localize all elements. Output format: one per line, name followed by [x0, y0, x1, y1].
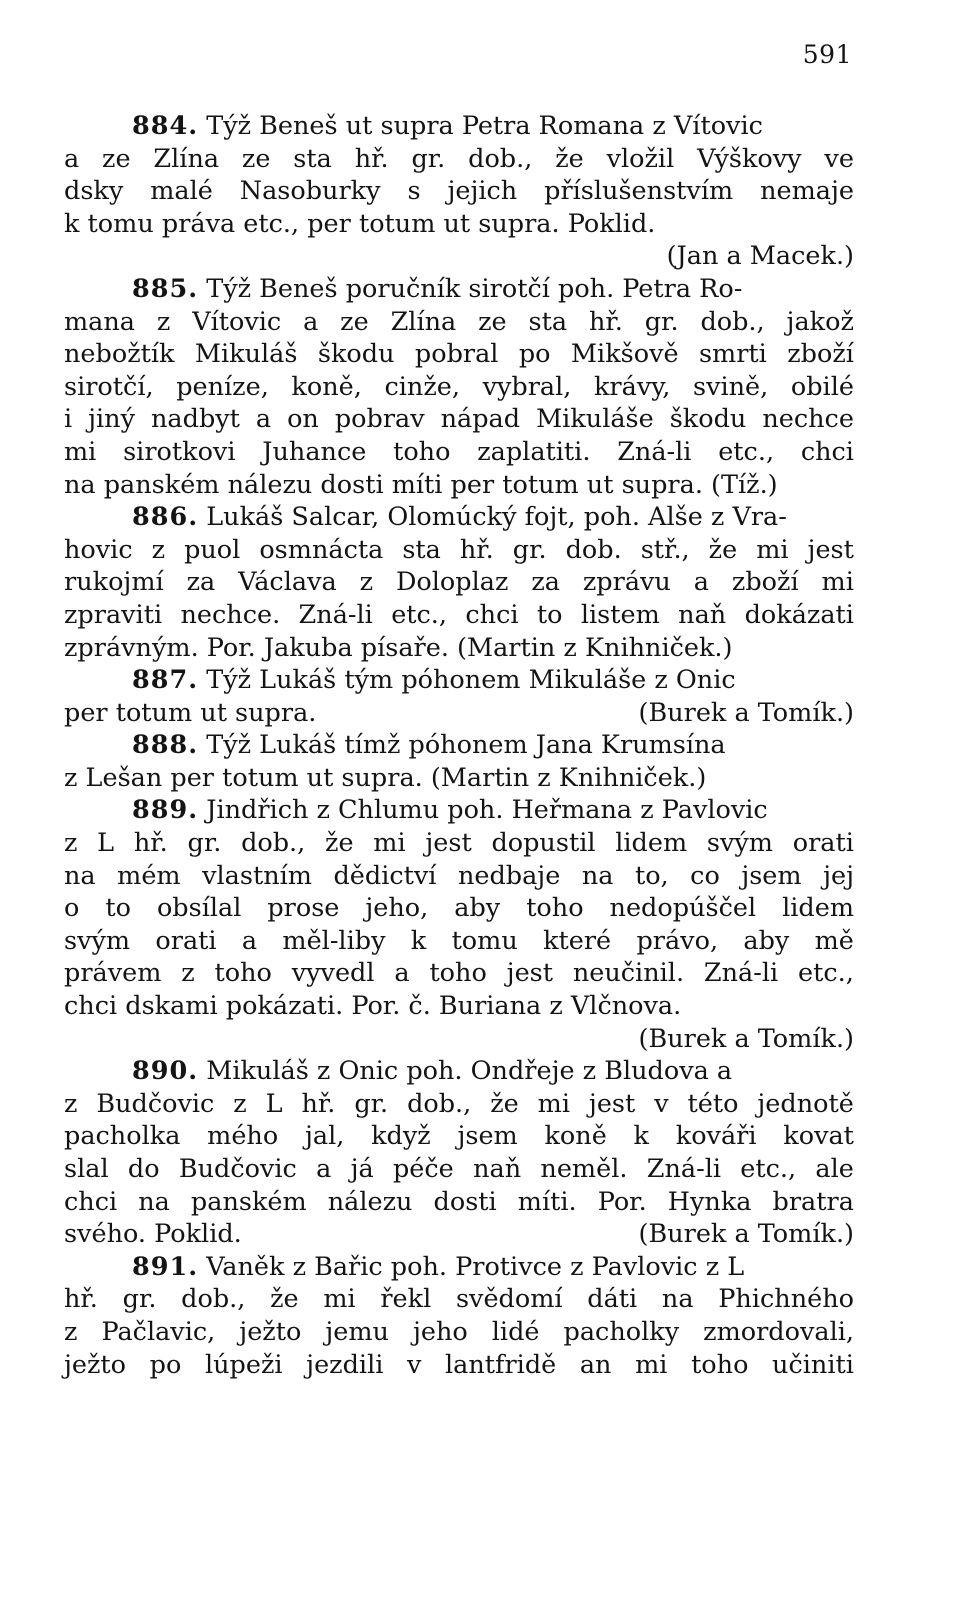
entry-number: 891.: [132, 1251, 199, 1282]
entry-line: [64, 860, 854, 893]
word: a: [316, 1154, 332, 1184]
word: smrti: [698, 339, 767, 370]
word: toho: [429, 958, 487, 989]
entry-line: [64, 1088, 854, 1121]
word: lidem: [615, 828, 688, 859]
word: chci: [465, 599, 519, 630]
word: jsem: [457, 1121, 518, 1152]
entry-890-line-1: [64, 1055, 854, 1088]
text-block: [64, 110, 854, 1381]
word: jejich: [447, 176, 518, 207]
word: malé: [150, 176, 213, 207]
word: Mikuláše: [536, 404, 654, 435]
word: lidé: [491, 1316, 540, 1347]
word: svým: [706, 828, 773, 859]
word: Václava: [238, 567, 337, 598]
entry-line: [64, 599, 854, 632]
word: a: [693, 567, 709, 598]
word: bratra: [772, 1186, 854, 1217]
entry-line: [64, 1153, 854, 1186]
word: hř.: [459, 534, 494, 565]
word: jsem: [741, 860, 802, 891]
word: Hynka: [667, 1186, 752, 1217]
entry-885-line-1: [64, 273, 854, 306]
entry-number: 885.: [132, 273, 199, 304]
word: Mikuláš: [194, 339, 298, 370]
entry-line: [64, 175, 854, 208]
entry-line: [64, 371, 854, 404]
word: naň: [473, 1154, 522, 1184]
entry-line: [64, 403, 854, 436]
word: sta: [402, 534, 441, 565]
word: nálezu: [327, 1186, 413, 1217]
word: zmordovali,: [703, 1316, 854, 1347]
entry-number: 884.: [132, 111, 199, 141]
word: řekl: [380, 1284, 432, 1315]
word: vložil: [606, 143, 675, 174]
word: že: [490, 1088, 519, 1119]
word: a: [241, 925, 258, 956]
word: gr.: [512, 534, 547, 565]
entry-line: [64, 1186, 854, 1219]
entry-line: k tomu práva etc., per totum ut supra. Poklid.: [64, 208, 656, 239]
entry-line: [64, 1316, 854, 1349]
word: zboží: [731, 567, 799, 598]
word: svědomí: [455, 1284, 563, 1315]
word: dsky: [64, 176, 124, 207]
word: nedbaje: [457, 860, 561, 891]
word: jest: [807, 534, 854, 565]
word: právem: [64, 958, 162, 989]
word: zprávu: [582, 567, 671, 598]
word: péče: [392, 1154, 454, 1184]
word: když: [371, 1121, 431, 1152]
word: dokázati: [744, 599, 854, 630]
word: nechce: [762, 404, 854, 435]
word: Zná-li: [703, 958, 779, 989]
word: i: [64, 404, 73, 435]
word: mi: [537, 1088, 570, 1119]
entry-signature: (Jan a Macek.): [666, 241, 854, 272]
word: Juhance: [262, 436, 367, 467]
word: Nasoburky: [239, 176, 381, 207]
word: za: [531, 567, 560, 598]
word: a: [64, 143, 80, 174]
word: právo,: [636, 925, 719, 956]
entry-886-line-1: [64, 501, 854, 534]
word: po: [518, 339, 551, 370]
word: hř.: [301, 1088, 336, 1119]
word: toho: [393, 436, 451, 467]
word: z: [64, 1088, 78, 1119]
word: naň: [678, 599, 727, 630]
word: jal,: [304, 1121, 345, 1152]
entry-887-last-line: [64, 697, 854, 730]
word: k: [633, 1121, 649, 1152]
word: jeho: [412, 1316, 468, 1347]
word: obilé: [790, 371, 854, 402]
word: dosti: [433, 1186, 497, 1217]
entry-number: 887.: [132, 665, 199, 696]
word: dob.: [565, 534, 622, 565]
word: jeho,: [365, 893, 429, 924]
entry-signature: (Burek a Tomík.): [638, 1219, 854, 1250]
word: pacholky: [563, 1316, 680, 1347]
word: jiný: [88, 404, 136, 435]
word: gr.: [187, 828, 222, 859]
entry-line: per totum ut supra.: [64, 697, 317, 728]
word: z: [181, 958, 195, 989]
word: Budčovic: [178, 1154, 297, 1184]
word: pacholka: [64, 1121, 181, 1152]
word: puol: [184, 534, 241, 565]
word: dáti: [587, 1284, 638, 1315]
word: Phichného: [718, 1284, 854, 1315]
word: škodu: [317, 339, 395, 370]
word: z: [233, 1088, 247, 1119]
word: z: [359, 567, 374, 598]
word: na: [581, 860, 614, 891]
word: svým: [64, 925, 131, 956]
word: příslušenstvím: [544, 176, 734, 207]
word: mého: [207, 1121, 279, 1152]
word: aby: [743, 925, 790, 956]
word: jest: [425, 828, 472, 859]
word: orati: [792, 828, 854, 859]
entry-number: 889.: [132, 795, 199, 826]
word: jezdili: [306, 1349, 384, 1380]
word: ježto: [239, 1316, 302, 1347]
word: koně,: [291, 371, 362, 402]
word: mém: [117, 860, 181, 891]
word: zpraviti: [64, 599, 163, 630]
word: chci: [64, 1186, 118, 1217]
word: zaplatiti.: [477, 436, 591, 467]
page-number: 591: [802, 40, 852, 69]
entry-number: 886.: [132, 502, 199, 533]
word: s: [407, 176, 421, 207]
word: etc.,: [798, 958, 854, 989]
word: hř.: [588, 306, 623, 337]
entry-line: svého. Poklid.: [64, 1219, 242, 1250]
word: sirotkovi: [123, 436, 236, 467]
word: nemaje: [760, 176, 854, 207]
entry-line: [64, 1349, 854, 1382]
word: jakož: [786, 306, 854, 337]
word: ježto: [64, 1349, 127, 1380]
word: dědictví: [333, 860, 437, 891]
entry-number: 888.: [132, 730, 199, 761]
word: ale: [815, 1154, 854, 1184]
word: mi: [821, 567, 854, 598]
word: koně: [544, 1121, 607, 1152]
word: sta: [293, 143, 332, 174]
word: míti.: [517, 1186, 577, 1217]
word: ze: [102, 143, 131, 174]
word: dob.,: [407, 1088, 472, 1119]
word: z: [151, 534, 166, 565]
word: vlastním: [202, 860, 312, 891]
word: kováři: [675, 1121, 757, 1152]
word: že: [555, 143, 584, 174]
word: že: [708, 534, 738, 565]
word: to,: [634, 860, 669, 891]
word: etc.,: [391, 599, 448, 630]
word: z: [156, 306, 171, 337]
entry-signature: (Burek a Tomík.): [638, 1023, 854, 1054]
entry-line: zprávným. Por. Jakuba písaře. (Martin z Knihniček.): [64, 632, 733, 663]
word: gr.: [354, 1088, 389, 1119]
word: které: [543, 925, 612, 956]
word: nadbyt: [151, 404, 240, 435]
word: toho: [214, 958, 272, 989]
word: Zlína: [390, 306, 457, 337]
entry-887-line-1: [64, 664, 854, 697]
word: neměl.: [540, 1154, 628, 1184]
word: pobral: [414, 339, 499, 370]
entry-text: Vaněk z Bařic poh. Protivce z Pavlovic z L: [206, 1251, 745, 1282]
word: toho: [691, 1349, 749, 1380]
word: mi: [756, 534, 789, 565]
entry-line: chci dskami pokázati. Por. č. Buriana z Vlčnova.: [64, 991, 682, 1022]
word: dob.,: [468, 143, 533, 174]
word: do: [127, 1154, 160, 1184]
entry-text: Mikuláš z Onic poh. Ondřeje z Bludova a: [206, 1056, 733, 1087]
word: osmnácta: [259, 534, 384, 565]
word: L: [97, 828, 115, 859]
entry-line: [64, 892, 854, 925]
word: gr.: [122, 1284, 157, 1315]
entry-line: [64, 957, 854, 990]
word: dob.,: [241, 828, 306, 859]
entry-line: z Lešan per totum ut supra. (Martin z Knihniček.): [64, 762, 707, 793]
word: ze: [340, 306, 369, 337]
word: že: [325, 828, 354, 859]
word: mě: [814, 925, 854, 956]
entry-line: [64, 827, 854, 860]
word: to: [105, 893, 131, 924]
word: vybral,: [482, 371, 572, 402]
word: že: [270, 1284, 299, 1315]
word: zboží: [787, 339, 854, 370]
word: a: [394, 958, 410, 989]
word: etc.,: [718, 436, 775, 467]
word: Zná-li: [646, 1154, 722, 1184]
word: v: [407, 1349, 422, 1380]
entry-884-line-1: [64, 110, 854, 143]
word: kovat: [783, 1121, 854, 1152]
entry-line: [64, 534, 854, 567]
word: Zlína: [153, 143, 220, 174]
word: Vítovic: [192, 306, 282, 337]
word: an: [579, 1349, 612, 1380]
word: učiniti: [772, 1349, 854, 1380]
word: po: [149, 1349, 182, 1380]
word: dob.,: [181, 1284, 246, 1315]
word: listem: [580, 599, 660, 630]
word: jednotě: [757, 1088, 854, 1119]
word: jej: [823, 860, 854, 891]
word: hovic: [64, 534, 133, 565]
word: z: [64, 1316, 78, 1347]
word: neučinil.: [572, 958, 685, 989]
entry-text: Týž Lukáš tímž póhonem Jana Krumsína: [206, 730, 726, 761]
word: mi: [64, 436, 97, 467]
word: o: [64, 893, 80, 924]
word: jest: [588, 1088, 636, 1119]
word: Výškovy: [697, 143, 802, 174]
word: ze: [241, 143, 271, 174]
entry-line: [64, 338, 854, 371]
entry-line: [64, 306, 854, 339]
word: Mikšově: [570, 339, 679, 370]
entry-890-last-line: [64, 1218, 854, 1251]
word: on: [287, 404, 319, 435]
word: gr.: [644, 306, 679, 337]
word: obsílal: [156, 893, 242, 924]
entry-text: Týž Beneš poručník sirotčí poh. Petra Ro-: [206, 273, 743, 304]
word: hř.: [354, 143, 389, 174]
word: mi: [323, 1284, 356, 1315]
word: lidem: [782, 893, 854, 924]
entry-891-line-1: [64, 1251, 854, 1284]
entry-line: na panském nálezu dosti míti per totum ut supra. (Tíž.): [64, 469, 778, 500]
entry-line: [64, 1283, 854, 1316]
entry-number: 890.: [132, 1056, 199, 1087]
word: orati: [155, 925, 217, 956]
entry-line: [64, 436, 854, 469]
word: peníze,: [176, 371, 269, 402]
word: jest: [506, 958, 553, 989]
word: gr.: [411, 143, 446, 174]
word: Pačlavic,: [101, 1316, 216, 1347]
word: za: [186, 567, 216, 598]
word: rukojmí: [64, 567, 164, 598]
entry-line: [64, 566, 854, 599]
word: a: [303, 306, 319, 337]
word: dob.,: [700, 306, 765, 337]
word: měl-liby: [282, 925, 386, 956]
word: lantfridě: [445, 1349, 557, 1380]
word: nedopúščel: [609, 893, 757, 924]
word: Zná-li: [617, 436, 692, 467]
word: stř.,: [640, 534, 690, 565]
word: to: [536, 599, 563, 630]
word: chci: [800, 436, 854, 467]
entry-text: Týž Lukáš tým póhonem Mikuláše z Onic: [206, 665, 736, 696]
word: ze: [478, 306, 507, 337]
word: co: [690, 860, 720, 891]
word: mana: [64, 306, 136, 337]
word: škodu: [669, 404, 747, 435]
word: Zná-li: [298, 599, 373, 630]
entry-line: [64, 1120, 854, 1153]
word: nápad: [440, 404, 521, 435]
word: této: [687, 1088, 739, 1119]
word: etc.,: [740, 1154, 797, 1184]
word: slal: [64, 1154, 109, 1184]
entry-text: Lukáš Salcar, Olomúcký fojt, poh. Alše z Vra-: [206, 502, 787, 533]
word: mi: [373, 828, 406, 859]
entry-text: Jindřich z Chlumu poh. Heřmana z Pavlovic: [206, 795, 768, 826]
word: sirotčí,: [64, 371, 154, 402]
word: Budčovic: [96, 1088, 215, 1119]
word: dopustil: [491, 828, 596, 859]
entry-888-line-1: [64, 729, 854, 762]
word: svině,: [692, 371, 769, 402]
word: na: [138, 1186, 170, 1217]
word: k: [410, 925, 427, 956]
word: a: [255, 404, 272, 435]
word: pobrav: [334, 404, 425, 435]
word: mi: [635, 1349, 668, 1380]
entry-889-line-1: [64, 794, 854, 827]
entry-text: Týž Beneš ut supra Petra Romana z Vítovic: [206, 111, 763, 141]
word: na: [64, 860, 96, 891]
word: toho: [526, 893, 584, 924]
word: krávy,: [593, 371, 671, 402]
word: aby: [454, 893, 501, 924]
entry-line: [64, 925, 854, 958]
word: prose: [267, 893, 340, 924]
entry-signature: (Burek a Tomík.): [638, 697, 854, 728]
word: já: [350, 1154, 374, 1184]
word: ve: [824, 143, 854, 174]
word: hř.: [133, 828, 168, 859]
word: cinže,: [384, 371, 460, 402]
word: v: [654, 1088, 669, 1119]
word: lúpeži: [204, 1349, 283, 1380]
word: nechce.: [180, 599, 281, 630]
word: Doloplaz: [395, 567, 509, 598]
word: Por.: [597, 1186, 647, 1217]
word: jemu: [325, 1316, 389, 1347]
word: sta: [528, 306, 568, 337]
word: panském: [190, 1186, 307, 1217]
entry-line: [64, 143, 854, 176]
word: L: [265, 1088, 283, 1119]
word: tomu: [451, 925, 518, 956]
word: hř.: [64, 1284, 98, 1315]
word: nebožtík: [64, 339, 175, 370]
word: vyvedl: [291, 958, 375, 989]
word: na: [661, 1284, 694, 1315]
word: z: [64, 828, 78, 859]
